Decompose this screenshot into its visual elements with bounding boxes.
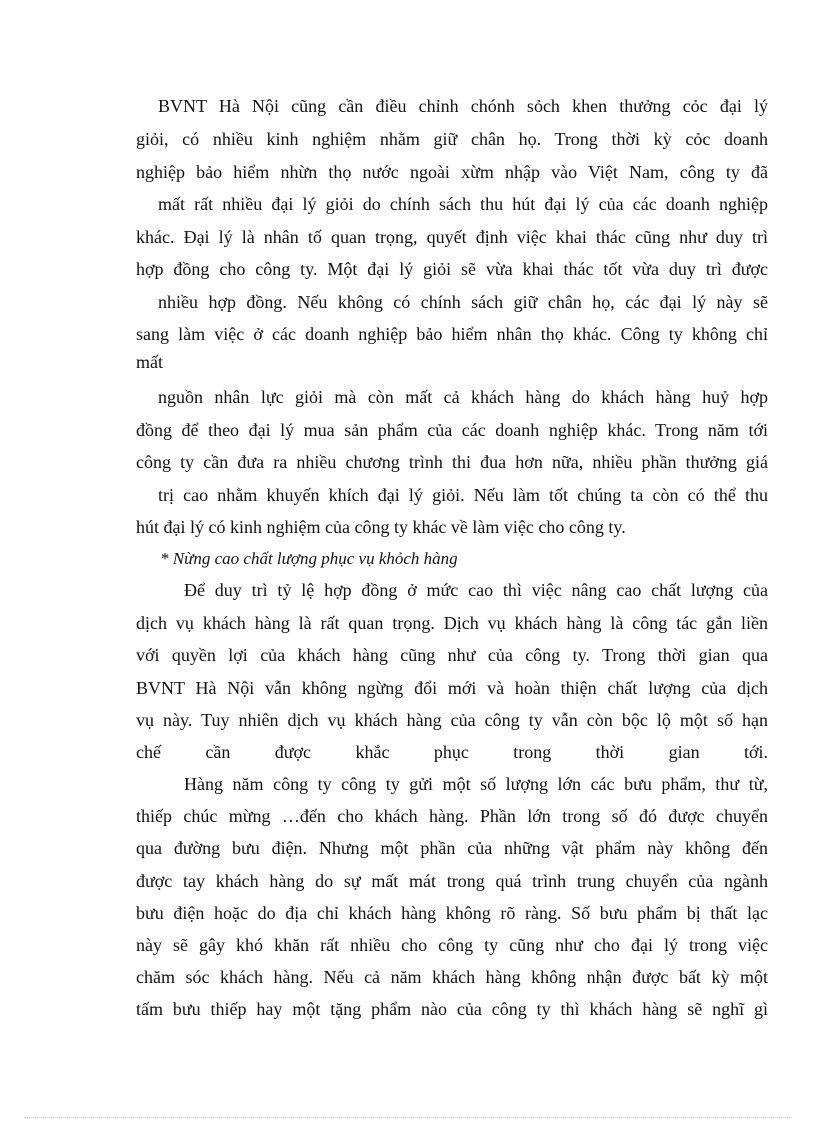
text-line: được tay khách hàng do sự mất mát trong quá trình trung chuyển của ngành bbox=[136, 871, 768, 891]
text-line: này sẽ gây khó khăn rất nhiều cho công ty cũng như cho đại lý trong việc bbox=[136, 935, 768, 955]
text-line: với quyền lợi của khách hàng cũng như của công ty. Trong thời gian qua bbox=[136, 645, 768, 665]
text-line: đồng để theo đại lý mua sản phẩm của các doanh nghiệp khác. Trong năm tới bbox=[136, 420, 768, 440]
text-line: Để duy trì tỷ lệ hợp đồng ở mức cao thì việc nâng cao chất lượng của bbox=[184, 580, 768, 600]
text-line: qua đường bưu điện. Nhưng một phần của những vật phẩm này không đến bbox=[136, 838, 768, 858]
text-line: BVNT Hà Nội vẫn không ngừng đổi mới và hoàn thiện chất lượng của dịch bbox=[136, 678, 768, 698]
text-line: khác. Đại lý là nhân tố quan trọng, quyết định việc khai thác cũng như duy trì bbox=[136, 227, 768, 247]
text-line: nhiều hợp đồng. Nếu không có chính sách giữ chân họ, các đại lý này sẽ bbox=[158, 292, 768, 312]
section-heading: * Nừng cao chất lượng phục vụ khỏch hàng bbox=[160, 549, 458, 568]
text-line: BVNT Hà Nội cũng cần điều chỉnh chónh sỏch khen thưởng cỏc đại lý bbox=[158, 96, 768, 116]
text-line: thiếp chúc mừng …đến cho khách hàng. Phần lớn trong số đó được chuyển bbox=[136, 806, 768, 826]
text-line: vụ này. Tuy nhiên dịch vụ khách hàng của công ty vẫn còn bộc lộ một số hạn bbox=[136, 710, 768, 730]
text-line: nghiệp bảo hiểm nhừn thọ nước ngoài xừm nhập vào Việt Nam, công ty đã bbox=[136, 162, 768, 182]
text-line: tấm bưu thiếp hay một tặng phẩm nào của công ty thì khách hàng sẽ nghĩ gì bbox=[136, 999, 768, 1019]
text-line: công ty cần đưa ra nhiều chương trình thi đua hơn nữa, nhiều phần thưởng giá bbox=[136, 452, 768, 472]
text-line: chăm sóc khách hàng. Nếu cả năm khách hàng không nhận được bất kỳ một bbox=[136, 967, 768, 987]
text-line: dịch vụ khách hàng là rất quan trọng. Dịch vụ khách hàng là công tác gắn liền bbox=[136, 613, 768, 633]
text-line: Hàng năm công ty công ty gửi một số lượng lớn các bưu phẩm, thư từ, bbox=[184, 774, 768, 794]
text-line: nguồn nhân lực giỏi mà còn mất cả khách hàng do khách hàng huỷ hợp bbox=[158, 387, 768, 407]
text-line: hút đại lý có kinh nghiệm của công ty khác về làm việc cho công ty. bbox=[136, 517, 626, 537]
text-line: sang làm việc ở các doanh nghiệp bảo hiểm nhân thọ khác. Công ty không chỉ bbox=[136, 324, 768, 344]
page-bottom-divider bbox=[24, 1117, 792, 1118]
text-line: trị cao nhằm khuyến khích đại lý giỏi. Nếu làm tốt chúng ta còn có thể thu bbox=[158, 485, 768, 505]
text-line: chế cần được khắc phục trong thời gian tới. bbox=[136, 742, 768, 762]
text-line: giỏi, có nhiều kinh nghiệm nhằm giữ chân họ. Trong thời kỳ cỏc doanh bbox=[136, 129, 768, 149]
text-line: hợp đồng cho công ty. Một đại lý giỏi sẽ vừa khai thác tốt vừa duy trì được bbox=[136, 259, 768, 279]
text-line: bưu điện hoặc do địa chỉ khách hàng không rõ ràng. Số bưu phẩm bị thất lạc bbox=[136, 903, 768, 923]
text-line: mất rất nhiều đại lý giỏi do chính sách thu hút đại lý của các doanh nghiệp bbox=[158, 194, 768, 214]
text-line: mất bbox=[136, 352, 163, 372]
